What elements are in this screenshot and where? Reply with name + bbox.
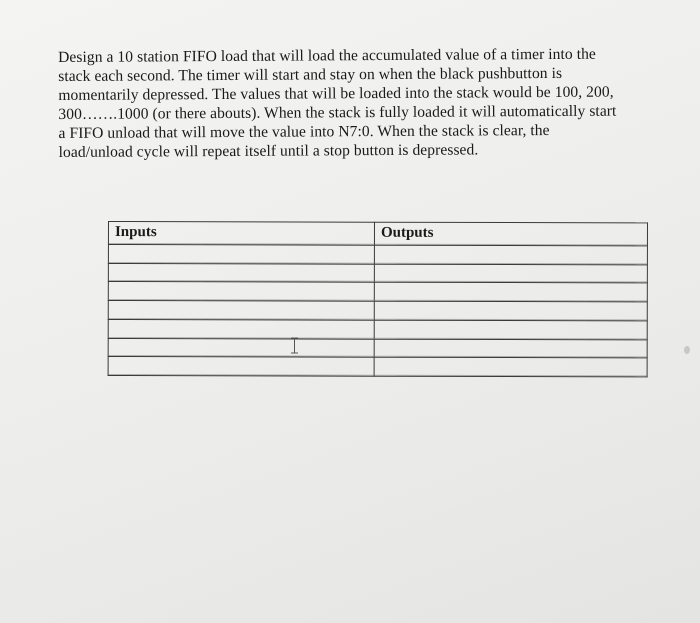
input-cell[interactable] — [108, 263, 374, 282]
input-cell[interactable] — [108, 301, 374, 320]
problem-line-1: Design a 10 station FIFO load that will load the accumulated value of a timer into the — [58, 45, 596, 66]
problem-statement — [58, 44, 659, 162]
input-cell[interactable] — [108, 338, 374, 357]
inputs-outputs-table — [108, 221, 648, 377]
output-cell[interactable] — [374, 301, 647, 320]
table-row — [108, 319, 647, 339]
output-cell[interactable] — [374, 283, 647, 302]
inputs-header: Inputs — [108, 222, 374, 246]
input-cell[interactable] — [108, 357, 374, 376]
table-row — [108, 338, 647, 358]
output-cell[interactable] — [374, 357, 647, 376]
output-cell[interactable] — [374, 339, 647, 358]
table-row — [108, 245, 647, 265]
edge-glare-mark — [684, 346, 690, 354]
problem-line-5: a FIFO unload that will move the value into N7:0. When the stack is clear, the — [58, 121, 550, 142]
input-cell[interactable] — [108, 319, 374, 338]
table-row — [108, 282, 647, 302]
problem-line-2: stack each second. The timer will start and stay on when the black pushbutton is — [58, 64, 563, 85]
input-cell[interactable] — [108, 282, 374, 301]
output-cell[interactable] — [374, 264, 647, 283]
text-cursor-icon — [290, 337, 299, 354]
output-cell[interactable] — [374, 245, 647, 264]
problem-line-4: 300…….1000 (or there abouts). When the stack is fully loaded it will automatically start — [58, 102, 617, 123]
problem-line-6: load/unload cycle will repeat itself until a stop button is depressed. — [58, 141, 479, 161]
table-row — [108, 301, 647, 321]
problem-line-3: momentarily depressed. The values that will be loaded into the stack would be 100, 200, — [58, 83, 614, 104]
table-row — [108, 263, 647, 283]
input-cell[interactable] — [108, 245, 374, 264]
outputs-header: Outputs — [374, 222, 647, 246]
output-cell[interactable] — [374, 320, 647, 339]
table-row — [108, 357, 647, 377]
table-header-row — [108, 222, 647, 246]
